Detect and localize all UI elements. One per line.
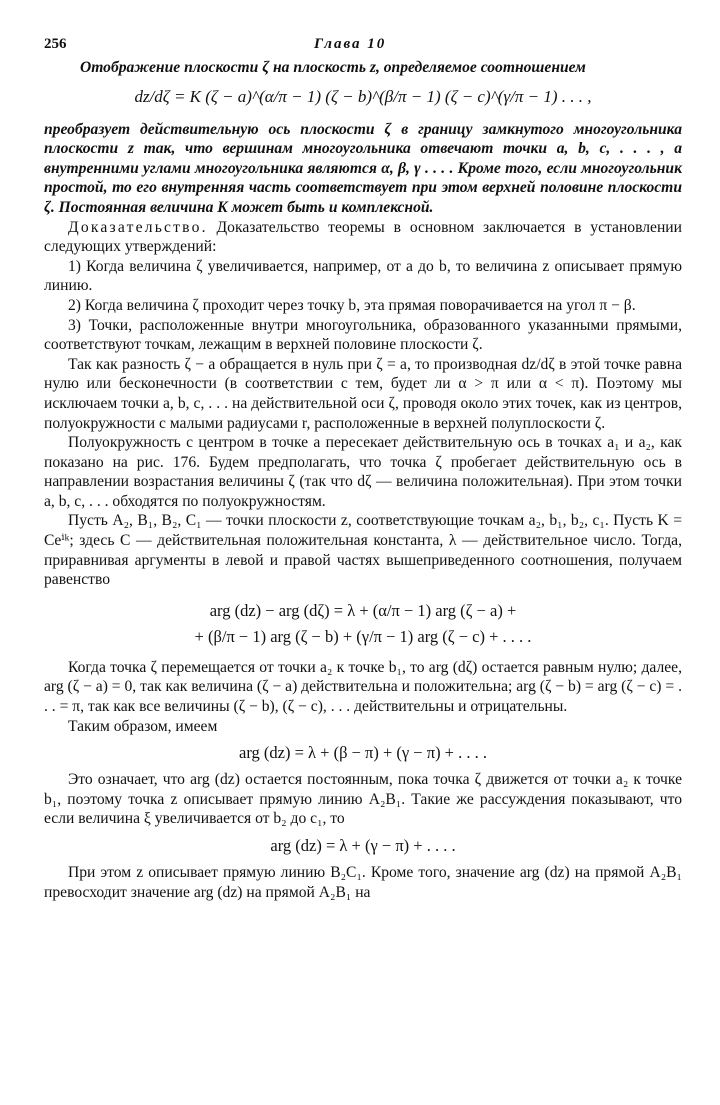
paragraph-line-b2c1: При этом z описывает прямую линию B₂C₁. Кроме того, значение arg (dz) на прямой A₂B₁ превосходит значение arg (dz) на прямой A₂B₁ на <box>44 864 682 901</box>
theorem-continuation: преобразует действительную ось плоскости ζ в границу замкнутого многоугольника плоскости z так, что вершинам многоугольника отвечают точки a, b, c, . . . , а внутренними углами многоугольника являются α, β, γ . . . . Кроме того, если многоугольник простой, то его внутренняя часть соответствует при этом верхней половине плоскости ζ. Постоянная величина K может быть и комплексной. <box>44 120 682 216</box>
proof-intro-paragraph <box>44 218 682 257</box>
paragraph-thus: Таким образом, имеем <box>68 717 218 735</box>
formula-arg-dz-2: arg (dz) = λ + (γ − π) + . . . . <box>270 836 456 855</box>
paragraph-semicircle: Полуокружность с центром в точке a пересекает действительную ось в точках a₁ и a₂, как показано на рис. 176. Будем предполагать, что точка ζ пробегает действительную ось в направлении возрастания величины ζ (так что dζ — величина положительная). При этом точки a, b, c, . . . обходятся по полуокружностям. <box>44 434 682 510</box>
page-header <box>44 36 682 58</box>
formula-arg-line-1: arg (dz) − arg (dζ) = λ + (α/π − 1) arg (ζ − a) + <box>209 600 517 620</box>
formula-mapping: dz/dζ = K (ζ − a)^(α/π − 1) (ζ − b)^(β/π − 1) (ζ − c)^(γ/π − 1) . . . , <box>134 86 592 106</box>
statement-3: 3) Точки, расположенные внутри многоугольника, образованного указанными прямыми, соответствуют точкам, лежащим в верхней половине плоскости ζ. <box>44 316 682 354</box>
book-page <box>44 36 682 902</box>
statement-2: 2) Когда величина ζ проходит через точку b, эта прямая поворачивается на угол π − β. <box>68 296 636 314</box>
theorem-statement: Отображение плоскости ζ на плоскость z, определяемое соотношением <box>80 59 586 76</box>
statement-1: 1) Когда величина ζ увеличивается, например, от a до b, то величина z описывает прямую линию. <box>44 257 682 295</box>
page-number: 256 <box>44 36 67 52</box>
formula-arg-dz-1: arg (dz) = λ + (β − π) + (γ − π) + . . . . <box>239 743 487 763</box>
paragraph-moving-point: Когда точка ζ перемещается от точки a₂ к точке b₁, то arg (dζ) остается равным нулю; далее, arg (ζ − a) = 0, так как величина (ζ − a) действительна и положительна; arg (ζ − b) = arg (ζ − c) = . . . = π, так как все величины (ζ − b), (ζ − c), . . . действительны и отрицательны. <box>44 658 682 716</box>
paragraph-constant: Это означает, что arg (dz) остается постоянным, пока точка ζ движется от точки a₂ к точке b₁, поэтому точка z описывает прямую линию A₂B₁. Такие же рассуждения показывают, что если величина ξ увеличивается от b₂ до c₁, то <box>44 771 682 828</box>
paragraph-points: Пусть A₂, B₁, B₂, C₁ — точки плоскости z, соответствующие точкам a₂, b₁, b₂, c₁. Пусть K = Ceⁱᵏ; здесь C — действительная положительная константа, λ — действительное число. Тогда, приравнивая аргументы в левой и правой частях вышеприведенного соотношения, получаем равенство <box>44 512 682 589</box>
chapter-title: Глава 10 <box>314 36 387 52</box>
proof-label: Доказательство. <box>68 218 208 236</box>
formula-arg-line-2: + (β/π − 1) arg (ζ − b) + (γ/π − 1) arg (ζ − c) + . . . . <box>194 626 532 646</box>
paragraph-derivative: Так как разность ζ − a обращается в нуль при ζ = a, то производная dz/dζ в этой точке равна нулю или бесконечности (в соответствии с тем, будет ли α > π или α < π). Поэтому мы исключаем точки a, b, c, . . . на действительной оси ζ, проводя около этих точек, как из центров, полуокружности с малыми радиусами r, расположенные в верхней полуплоскости ζ. <box>44 355 682 432</box>
proof-intro: Доказательство теоремы в основном заключается в установлении следующих утверждений: <box>44 218 682 256</box>
